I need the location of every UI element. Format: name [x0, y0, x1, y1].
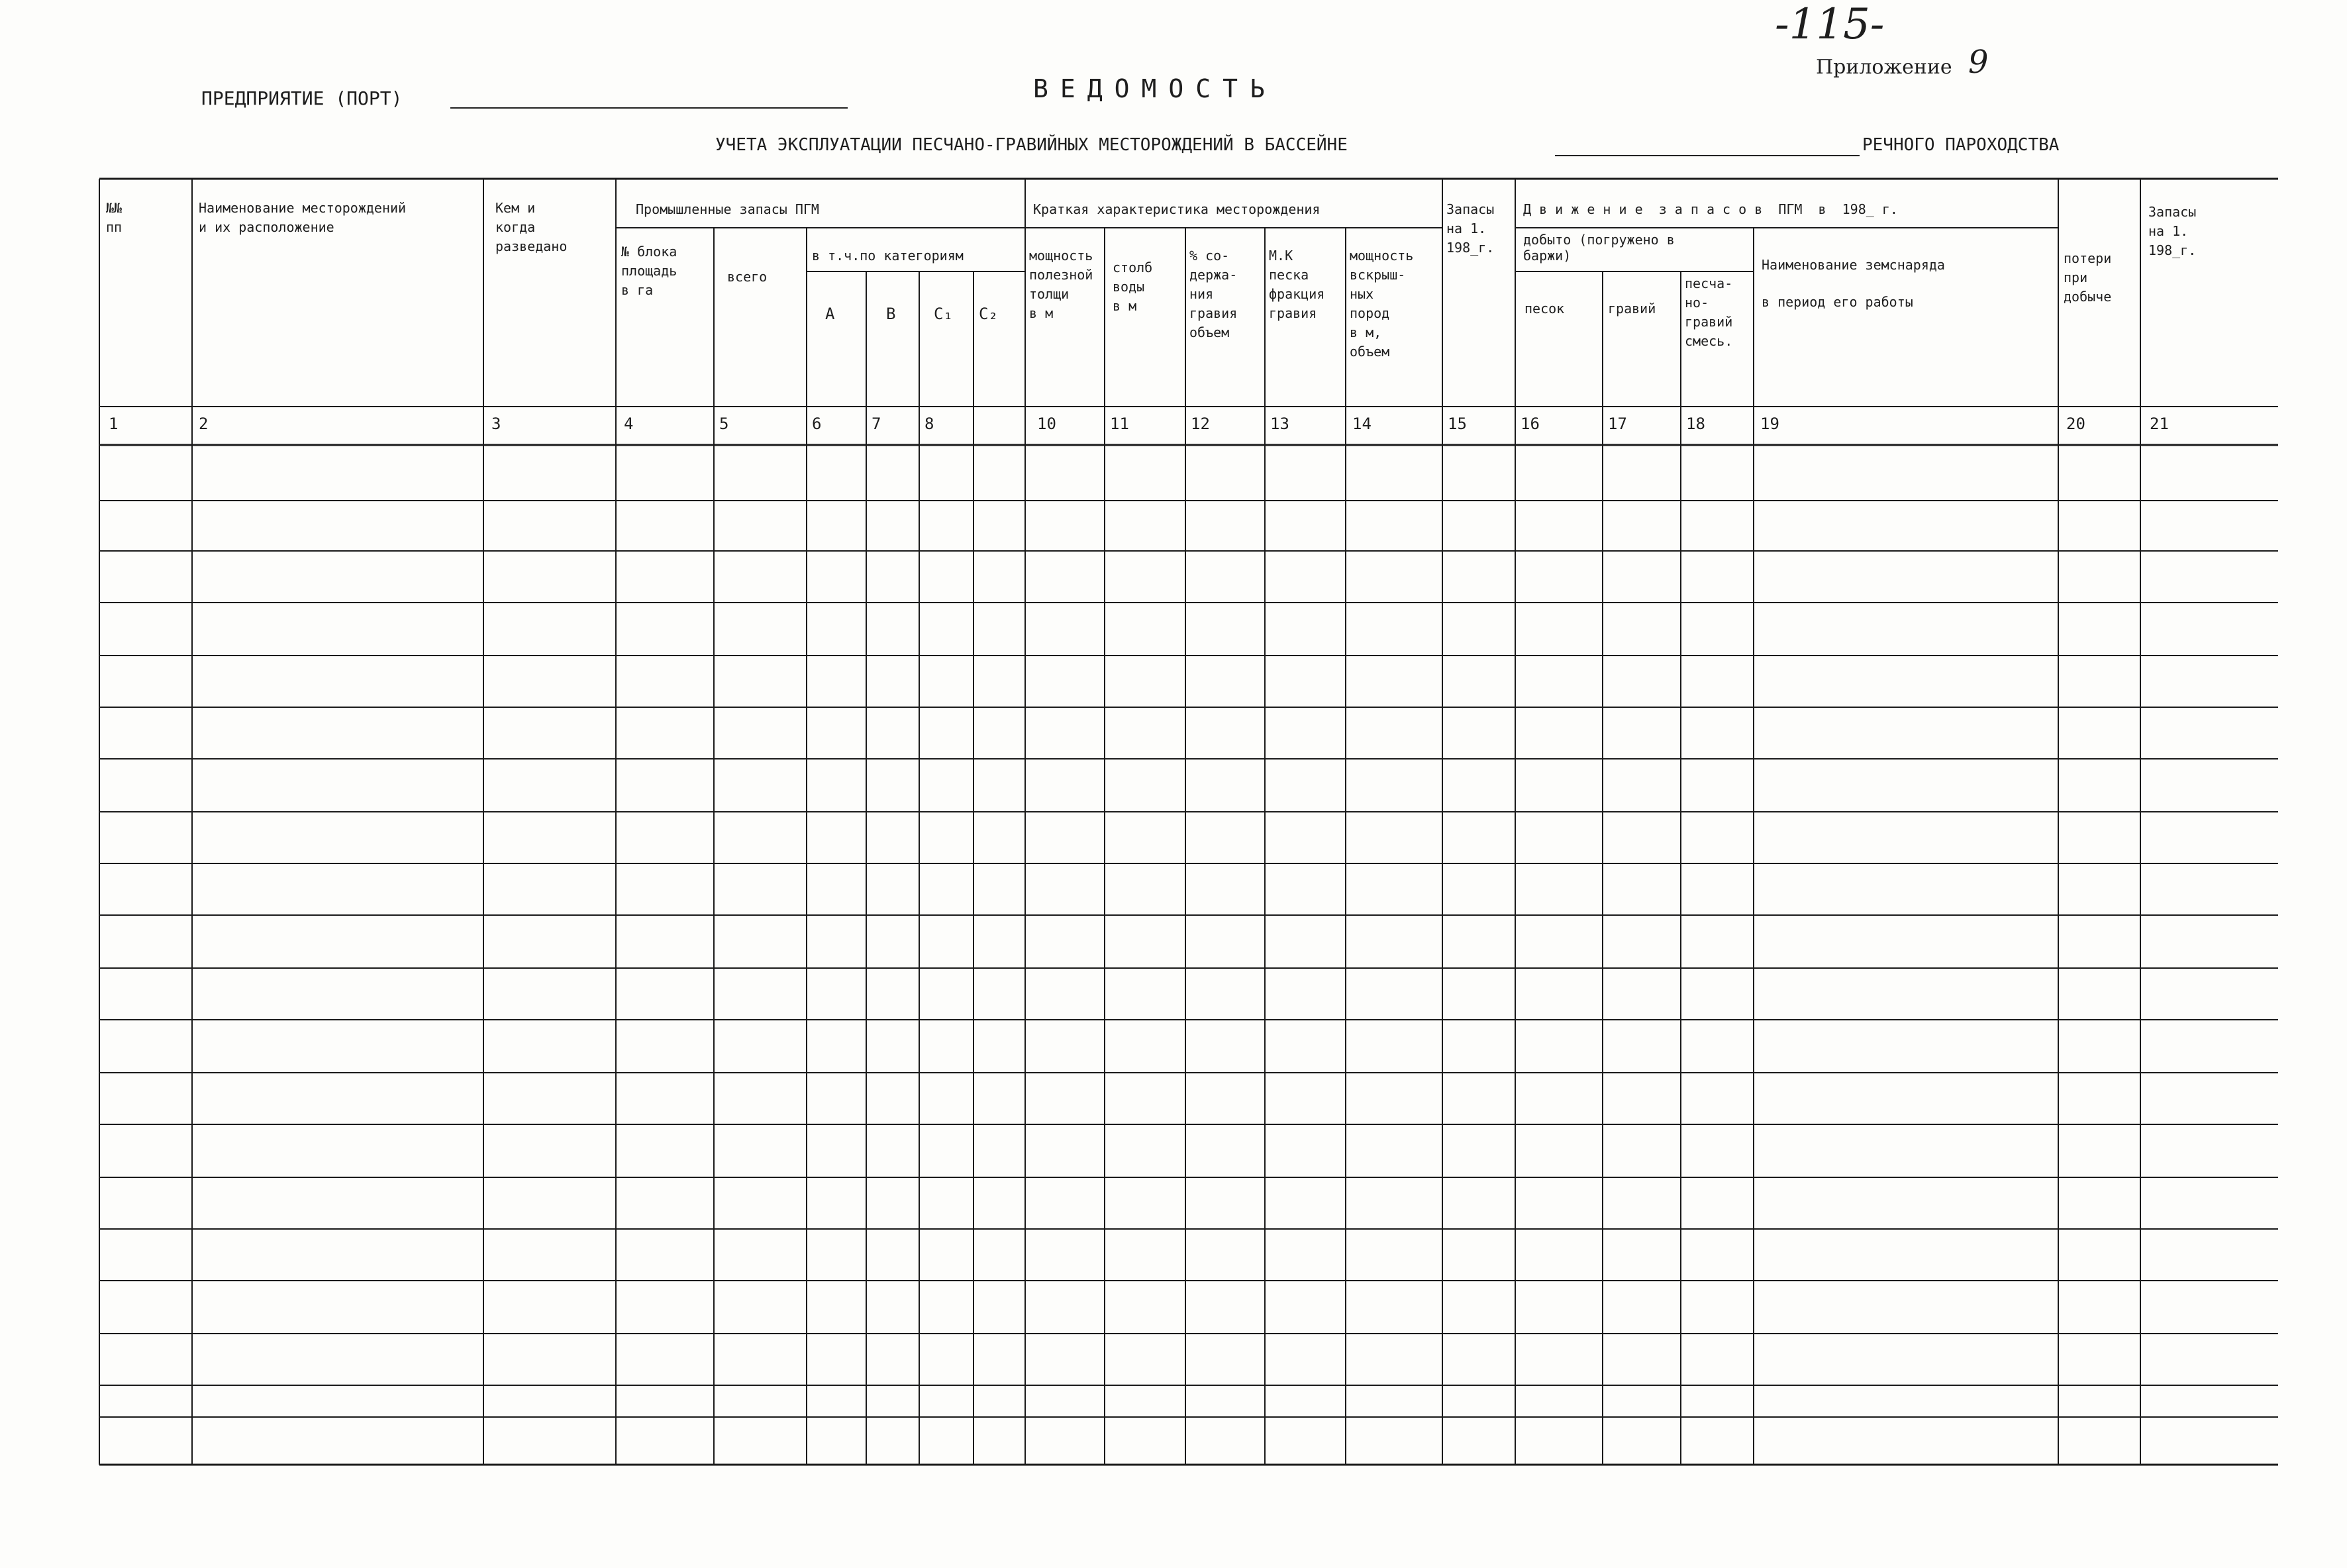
- column-number: 13: [1270, 415, 1289, 433]
- column-number: 14: [1352, 415, 1372, 433]
- column-number: 11: [1110, 415, 1129, 433]
- header-category-a: А: [825, 305, 835, 323]
- header-reserves-end: Запасы на 1. 198_г.: [2148, 204, 2197, 258]
- column-number: 4: [624, 415, 634, 433]
- appendix-label: Приложение: [1816, 56, 1952, 79]
- header-reserves-start: Запасы на 1. 198_г.: [1446, 201, 1495, 256]
- subtitle-right: РЕЧНОГО ПАРОХОДСТВА: [1862, 135, 2060, 155]
- header-mined-group: добыто (погружено в баржи): [1523, 232, 1675, 264]
- appendix-number: 9: [1968, 44, 1989, 81]
- column-number: 16: [1521, 415, 1540, 433]
- header-gravel: гравий: [1608, 301, 1656, 317]
- column-number: 8: [924, 415, 934, 433]
- page-number: -115-: [1775, 0, 1885, 49]
- enterprise-label: ПРЕДПРИЯТИЕ (ПОРТ): [201, 87, 403, 109]
- column-number: 5: [719, 415, 729, 433]
- header-mining-losses: потери при добыче: [2064, 250, 2112, 305]
- header-movement-group: Д в и ж е н и е з а п а с о в ПГМ в 198_ г.: [1523, 201, 1898, 217]
- header-overburden: мощность вскрыш- ных пород в м, объем: [1350, 248, 1414, 360]
- header-category-c2: С₂: [979, 305, 998, 323]
- header-category-c1: С₁: [934, 305, 953, 323]
- column-number: 18: [1686, 415, 1705, 433]
- header-categories-group: в т.ч.по категориям: [812, 248, 964, 264]
- header-total: всего: [727, 269, 768, 285]
- column-number: 19: [1760, 415, 1779, 433]
- column-number: 20: [2066, 415, 2085, 433]
- column-number: 1: [109, 415, 119, 433]
- column-number: 2: [199, 415, 209, 433]
- subtitle-left: УЧЕТА ЭКСПЛУАТАЦИИ ПЕСЧАНО-ГРАВИЙНЫХ МЕСТОРОЖДЕНИЙ В БАССЕЙНЕ: [715, 135, 1348, 155]
- header-sand: песок: [1524, 301, 1565, 317]
- header-block-area: № блока площадь в га: [621, 244, 677, 298]
- header-category-b: В: [886, 305, 896, 323]
- header-water-column: столб воды в м: [1113, 260, 1153, 314]
- header-reserves-group: Промышленные запасы ПГМ: [636, 201, 819, 217]
- header-row-number: №№ пп: [106, 200, 123, 235]
- header-explored-by: Кем и когда разведано: [495, 200, 568, 254]
- header-sand-fineness: М.К песка фракция гравия: [1269, 248, 1325, 321]
- column-number: 21: [2150, 415, 2169, 433]
- column-number: 6: [812, 415, 822, 433]
- header-gravel-content: % со- держа- ния гравия объем: [1189, 248, 1238, 340]
- header-dredger-name: Наименование земснаряда в период его работы: [1762, 257, 1945, 310]
- header-useful-thickness: мощность полезной толщи в м: [1029, 248, 1093, 321]
- column-number: 10: [1037, 415, 1056, 433]
- header-sand-gravel-mix: песча- но- гравий смесь.: [1685, 275, 1733, 349]
- header-deposit-characteristics: Краткая характеристика месторождения: [1033, 201, 1321, 217]
- column-number: 7: [872, 415, 881, 433]
- column-number: 15: [1448, 415, 1467, 433]
- header-deposit-name: Наименование месторождений и их расположение: [199, 200, 407, 235]
- column-number: 3: [491, 415, 501, 433]
- document-title: ВЕДОМОСТЬ: [1033, 74, 1277, 103]
- column-number: 17: [1608, 415, 1627, 433]
- column-number: 12: [1191, 415, 1210, 433]
